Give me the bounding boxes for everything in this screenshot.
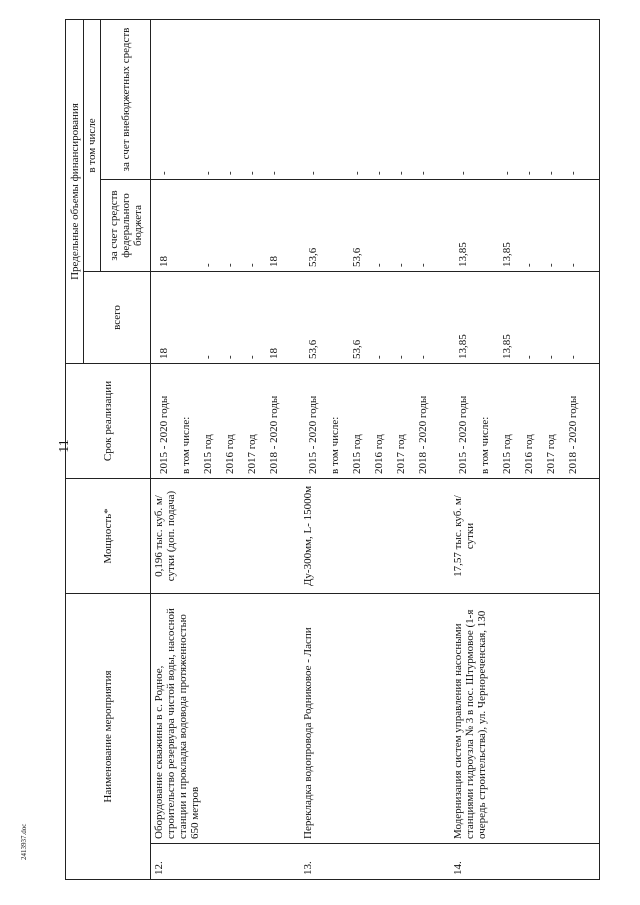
header-total: всего	[84, 272, 151, 364]
extra-line: -	[224, 171, 236, 175]
period-line: 2015 год	[351, 434, 364, 474]
table-row	[450, 19, 600, 879]
rotated-table-wrapper	[65, 20, 600, 880]
extra-line: -	[268, 171, 280, 175]
extra-line: -	[395, 171, 408, 175]
federal-line	[175, 184, 197, 267]
federal-line: -	[246, 263, 258, 267]
period-line: 2015 - 2020 годы	[307, 395, 320, 474]
federal-line	[474, 184, 496, 267]
total-line: -	[246, 355, 258, 359]
total-line: -	[417, 355, 430, 359]
total-line: 13,85	[500, 334, 513, 359]
extra-line: -	[202, 171, 214, 175]
total-line: -	[224, 355, 236, 359]
extra	[151, 19, 301, 179]
period-line: в том числе:	[329, 416, 342, 474]
extra-line: -	[522, 171, 535, 175]
capacity: Ду-300мм, L- 15000м	[300, 479, 449, 594]
extra-line: -	[351, 171, 364, 175]
table-body	[151, 19, 600, 879]
header-capacity: Мощность*	[66, 479, 151, 594]
total-line: 18	[158, 348, 170, 359]
row-number: 14.	[450, 844, 600, 880]
total-line: -	[566, 355, 579, 359]
period-line: 2015 - 2020 годы	[456, 395, 469, 474]
period-line: 2018 - 2020 годы	[417, 395, 430, 474]
federal	[300, 180, 449, 272]
header-including: в том числе	[84, 19, 101, 271]
federal-line: -	[522, 263, 535, 267]
header-name: Наименование мероприятия	[66, 594, 151, 880]
federal-line	[324, 184, 346, 267]
federal-line: 18	[268, 256, 280, 267]
period-line: 2016 год	[522, 434, 535, 474]
period-line: 2017 год	[544, 434, 557, 474]
period-line: 2015 год	[500, 434, 513, 474]
capacity: 17,57 тыс. куб. м/сутки	[450, 479, 600, 594]
federal-line: -	[417, 263, 430, 267]
extra-line: -	[566, 171, 579, 175]
total	[450, 272, 600, 364]
total-line: 18	[268, 348, 280, 359]
federal-line: 53,6	[351, 247, 364, 267]
extra-line	[175, 24, 197, 175]
total-line	[474, 276, 496, 359]
period	[151, 364, 301, 479]
federal-line: -	[224, 263, 236, 267]
extra-line	[474, 24, 496, 175]
header-extra: за счет внебюджетных средств	[101, 19, 151, 179]
period-line: 2015 - 2020 годы	[158, 395, 170, 474]
federal-line: -	[395, 263, 408, 267]
total-line: -	[373, 355, 386, 359]
row-number: 13.	[300, 844, 449, 880]
federal-line: -	[544, 263, 557, 267]
federal-line: 18	[158, 256, 170, 267]
period-line: в том числе:	[180, 416, 192, 474]
measure-name: Модернизация систем управления насосными станциями гидроузла № 3 в пос. Штурмовое (1-я очередь строительства), ул. Чернореченская, 130	[450, 594, 600, 844]
period-line: 2016 год	[373, 434, 386, 474]
extra-line: -	[307, 171, 320, 175]
period-line: в том числе:	[478, 416, 491, 474]
federal-line: 13,85	[456, 242, 469, 267]
header-federal: за счет средств федерального бюджета	[101, 180, 151, 272]
total-line: 53,6	[307, 339, 320, 359]
federal	[450, 180, 600, 272]
page-number: 11	[57, 439, 72, 453]
extra-line	[324, 24, 346, 175]
period	[450, 364, 600, 479]
total-line: -	[522, 355, 535, 359]
federal-line: 53,6	[307, 247, 320, 267]
total-line: -	[202, 355, 214, 359]
header-period: Срок реализации	[66, 364, 151, 479]
total-line: -	[395, 355, 408, 359]
period-line: 2017 год	[395, 434, 408, 474]
funding-table	[65, 19, 600, 880]
total-line	[324, 276, 346, 359]
federal-line: -	[202, 263, 214, 267]
extra	[300, 19, 449, 179]
table-row	[151, 19, 301, 879]
extra	[450, 19, 600, 179]
extra-line: -	[158, 171, 170, 175]
period-line: 2015 год	[202, 434, 214, 474]
capacity: 0,196 тыс. куб. м/сутки (доп. подача)	[151, 479, 301, 594]
total-line	[175, 276, 197, 359]
extra-line: -	[500, 171, 513, 175]
period-line: 2016 год	[224, 434, 236, 474]
table-row	[300, 19, 449, 879]
header-funding: Предельные объемы финансирования	[66, 19, 84, 363]
extra-line: -	[417, 171, 430, 175]
federal-line: -	[373, 263, 386, 267]
period-line: 2018 - 2020 годы	[268, 395, 280, 474]
measure-name: Перекладка водопровода Родниковое - Ласпи	[300, 594, 449, 844]
federal-line: 13,85	[500, 242, 513, 267]
period-line: 2018 - 2020 годы	[566, 395, 579, 474]
federal-line: -	[566, 263, 579, 267]
period-line: 2017 год	[246, 434, 258, 474]
extra-line: -	[246, 171, 258, 175]
document-id: 2413937.doc	[20, 823, 28, 860]
extra-line: -	[373, 171, 386, 175]
total	[151, 272, 301, 364]
total	[300, 272, 449, 364]
federal	[151, 180, 301, 272]
period	[300, 364, 449, 479]
total-line: 13,85	[456, 334, 469, 359]
extra-line: -	[544, 171, 557, 175]
measure-name: Оборудование скважины в с. Родное, строительство резервуара чистой воды, насосной станции и прокладка водовода протяженностью 650 метров	[151, 594, 301, 844]
total-line: 53,6	[351, 339, 364, 359]
extra-line: -	[456, 171, 469, 175]
row-number: 12.	[151, 844, 301, 880]
total-line: -	[544, 355, 557, 359]
